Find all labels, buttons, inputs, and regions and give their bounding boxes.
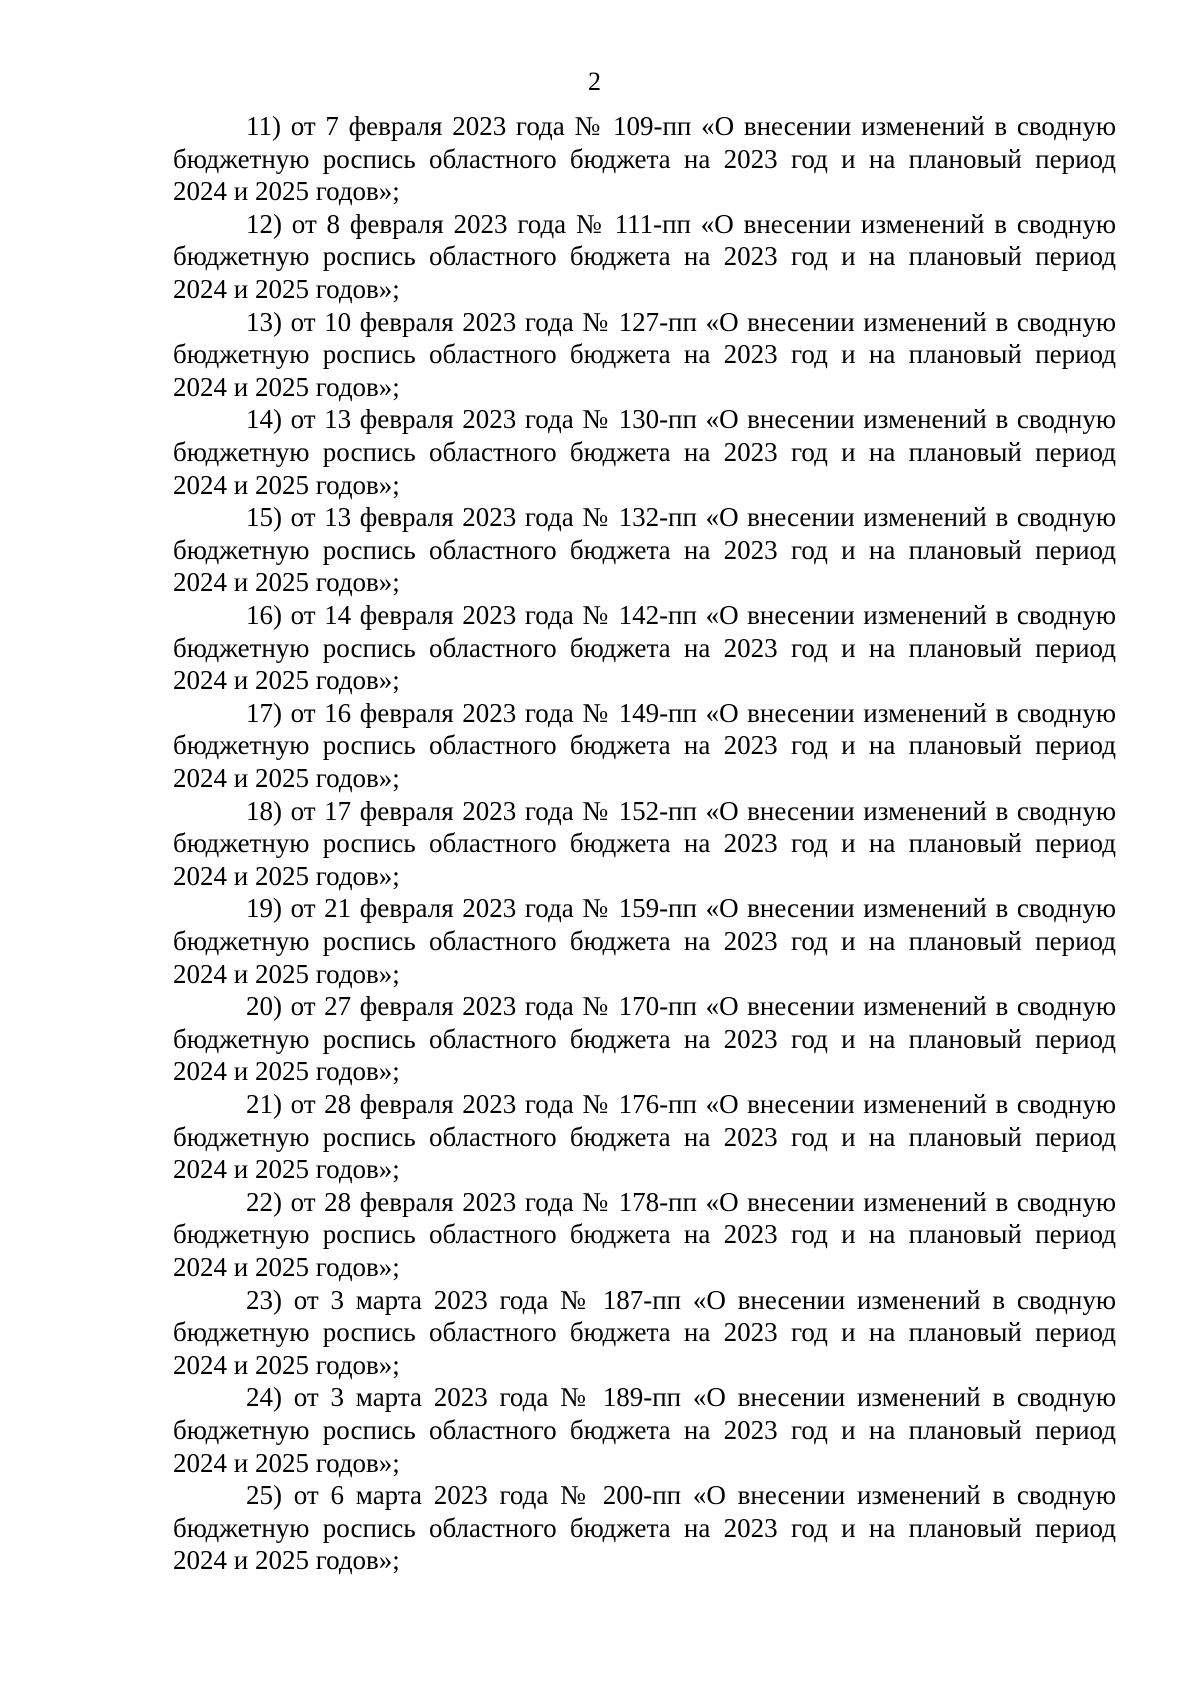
- list-item-first-line: 22) от 28 февраля 2023 года № 178-пп «О внесении изменений в сводную: [246, 1186, 1116, 1217]
- list-item-last-line: 2024 и 2025 годов»;: [173, 469, 400, 500]
- list-item-first-line: 16) от 14 февраля 2023 года № 142-пп «О внесении изменений в сводную: [246, 599, 1116, 630]
- list-item-first-line: 14) от 13 февраля 2023 года № 130-пп «О внесении изменений в сводную: [246, 404, 1116, 435]
- list-item-last-line: 2024 и 2025 годов»;: [173, 1349, 400, 1380]
- list-item-second-line: бюджетную роспись областного бюджета на 2023 год и на плановый период: [173, 1023, 1116, 1054]
- list-item-second-line: бюджетную роспись областного бюджета на 2023 год и на плановый период: [173, 730, 1116, 761]
- list-item: [173, 795, 1116, 893]
- list-item-second-line: бюджетную роспись областного бюджета на 2023 год и на плановый период: [173, 534, 1116, 565]
- list-item: [173, 1088, 1116, 1186]
- list-item-second-line: бюджетную роспись областного бюджета на 2023 год и на плановый период: [173, 339, 1116, 370]
- list-item-last-line: 2024 и 2025 годов»;: [173, 273, 400, 304]
- list-item-last-line: 2024 и 2025 годов»;: [173, 567, 400, 598]
- list-item: [173, 1186, 1116, 1284]
- list-item-first-line: 23) от 3 марта 2023 года № 187-пп «О внесении изменений в сводную: [246, 1284, 1116, 1315]
- list-item-last-line: 2024 и 2025 годов»;: [173, 762, 400, 793]
- list-item: [173, 208, 1116, 306]
- list-item-second-line: бюджетную роспись областного бюджета на 2023 год и на плановый период: [173, 1414, 1116, 1445]
- list-item-second-line: бюджетную роспись областного бюджета на 2023 год и на плановый период: [173, 632, 1116, 663]
- list-item-second-line: бюджетную роспись областного бюджета на 2023 год и на плановый период: [173, 1512, 1116, 1543]
- list-item-last-line: 2024 и 2025 годов»;: [173, 371, 400, 402]
- list-item-first-line: 11) от 7 февраля 2023 года № 109-пп «О внесении изменений в сводную: [246, 111, 1116, 141]
- list-item-second-line: бюджетную роспись областного бюджета на 2023 год и на плановый период: [173, 436, 1116, 467]
- list-item-first-line: 25) от 6 марта 2023 года № 200-пп «О внесении изменений в сводную: [246, 1480, 1116, 1511]
- list-item-second-line: бюджетную роспись областного бюджета на 2023 год и на плановый период: [173, 143, 1116, 174]
- list-item-first-line: 21) от 28 февраля 2023 года № 176-пп «О внесении изменений в сводную: [246, 1088, 1116, 1119]
- list-item: [173, 1479, 1116, 1577]
- list-item: [173, 110, 1116, 208]
- list-item: [173, 403, 1116, 501]
- list-item-first-line: 17) от 16 февраля 2023 года № 149-пп «О внесении изменений в сводную: [246, 697, 1116, 728]
- list-item-first-line: 15) от 13 февраля 2023 года № 132-пп «О внесении изменений в сводную: [246, 502, 1116, 533]
- list-item-first-line: 20) от 27 февраля 2023 года № 170-пп «О внесении изменений в сводную: [246, 991, 1116, 1022]
- list-item-last-line: 2024 и 2025 годов»;: [173, 1154, 400, 1185]
- list-item-last-line: 2024 и 2025 годов»;: [173, 176, 400, 207]
- list-item: [173, 599, 1116, 697]
- list-item-last-line: 2024 и 2025 годов»;: [173, 860, 400, 891]
- list-item-second-line: бюджетную роспись областного бюджета на 2023 год и на плановый период: [173, 241, 1116, 272]
- list-item: [173, 1284, 1116, 1382]
- list-item-last-line: 2024 и 2025 годов»;: [173, 1251, 400, 1282]
- list-item: [173, 990, 1116, 1088]
- list-item-second-line: бюджетную роспись областного бюджета на 2023 год и на плановый период: [173, 828, 1116, 859]
- list-item-first-line: 18) от 17 февраля 2023 года № 152-пп «О внесении изменений в сводную: [246, 795, 1116, 826]
- list-item-second-line: бюджетную роспись областного бюджета на 2023 год и на плановый период: [173, 925, 1116, 956]
- list-item-last-line: 2024 и 2025 годов»;: [173, 1447, 400, 1478]
- page-number: 2: [588, 67, 601, 96]
- list-item-first-line: 13) от 10 февраля 2023 года № 127-пп «О внесении изменений в сводную: [246, 306, 1116, 337]
- list-item: [173, 501, 1116, 599]
- list-item: [173, 892, 1116, 990]
- list-item-last-line: 2024 и 2025 годов»;: [173, 1056, 400, 1087]
- list-item: [173, 306, 1116, 404]
- list-item-second-line: бюджетную роспись областного бюджета на 2023 год и на плановый период: [173, 1317, 1116, 1348]
- list-item-second-line: бюджетную роспись областного бюджета на 2023 год и на плановый период: [173, 1121, 1116, 1152]
- document-body: [173, 110, 1116, 1577]
- list-item-last-line: 2024 и 2025 годов»;: [173, 665, 400, 696]
- list-item-last-line: 2024 и 2025 годов»;: [173, 1545, 400, 1576]
- list-item-first-line: 19) от 21 февраля 2023 года № 159-пп «О внесении изменений в сводную: [246, 893, 1116, 924]
- list-item: [173, 697, 1116, 795]
- list-item-first-line: 24) от 3 марта 2023 года № 189-пп «О внесении изменений в сводную: [246, 1382, 1116, 1413]
- list-item-second-line: бюджетную роспись областного бюджета на 2023 год и на плановый период: [173, 1219, 1116, 1250]
- list-item: [173, 1381, 1116, 1479]
- list-item-last-line: 2024 и 2025 годов»;: [173, 958, 400, 989]
- list-item-first-line: 12) от 8 февраля 2023 года № 111-пп «О внесении изменений в сводную: [246, 208, 1116, 239]
